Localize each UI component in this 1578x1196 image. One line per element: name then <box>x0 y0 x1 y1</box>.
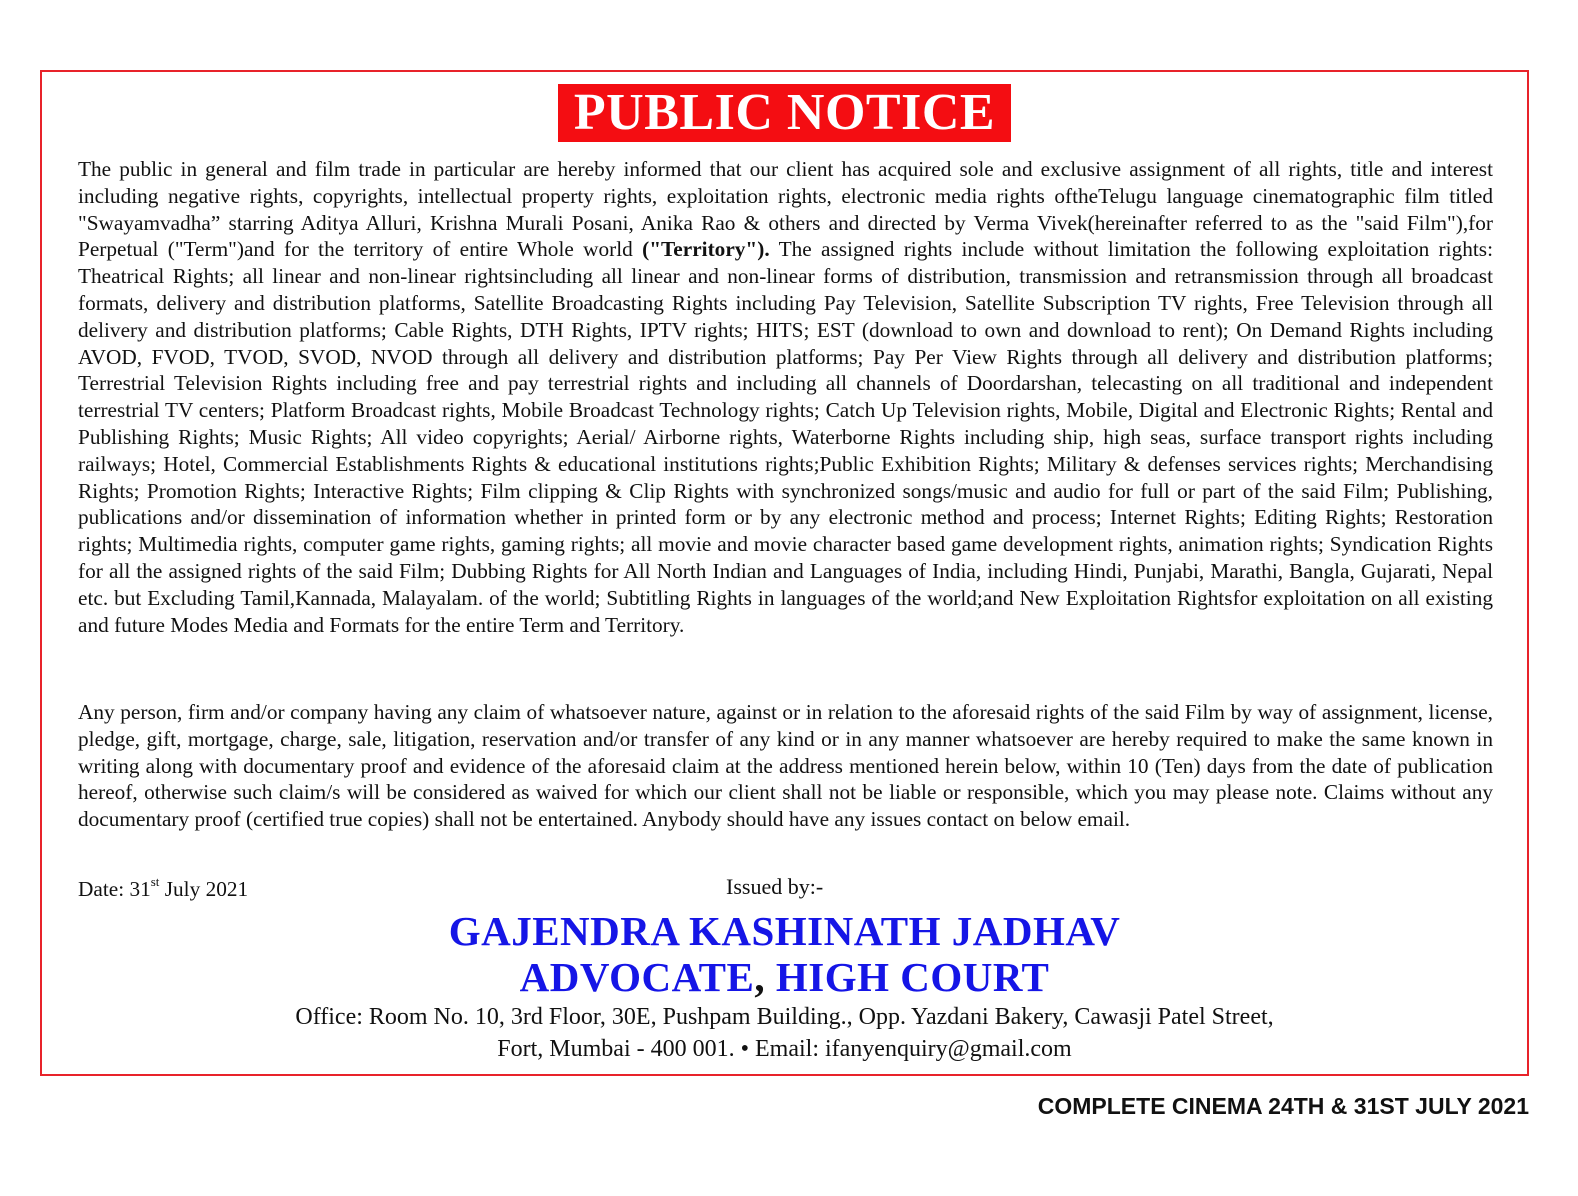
office-address: Office: Room No. 10, 3rd Floor, 30E, Pushpam Building., Opp. Yazdani Bakery, Cawasji Patel Street, <box>295 1004 1274 1030</box>
public-notice-box <box>40 70 1529 1076</box>
notice-title: PUBLIC NOTICE <box>558 84 1011 142</box>
territory-term: ("Territory"). <box>642 237 770 262</box>
publication-credit: COMPLETE CINEMA 24TH & 31ST JULY 2021 <box>1037 1093 1529 1119</box>
notice-date <box>78 873 249 902</box>
advocate-title <box>42 954 1527 1000</box>
issued-by-label: Issued by:- <box>726 874 824 899</box>
advocate-title-comma: , <box>754 954 766 1000</box>
advocate-title-a: ADVOCATE <box>519 954 755 1000</box>
title-wrap <box>42 84 1527 142</box>
paragraph-rights-part2: The assigned rights include without limitation the following exploitation rights: Theatrical Rights; all linear and non-linear rightsincluding all linear and non-linear forms of distribution, transmission and retransmission through all broadcast formats, delivery and distribution platforms, Satellite Broadcasting Rights including Pay Television, Satellite Subscription TV rights, Free Television through all delivery and distribution platforms; Cable Rights, DTH Rights, IPTV rights; HITS; EST (download to own and download to rent); On Demand Rights including AVOD, FVOD, TVOD, SVOD, NVOD through all delivery and distribution platforms; Pay Per View Rights through all delivery and distribution platforms; Terrestrial Television Rights including free and pay terrestrial rights and including all channels of Doordarshan, telecasting on all traditional and independent terrestrial TV centers; Platform Broadcast rights, Mobile Broadcast Technology rights; Catch Up Television rights, Mobile, Digital and Electronic Rights; Rental and Publishing Rights; Music Rights; All video copyrights; Aerial/ Airborne rights, Waterborne Rights including ship, high seas, surface transport rights including railways; Hotel, Commercial Establishments Rights & educational institutions rights;Public Exhibition Rights; Military & defenses services rights; Merchandising Rights; Promotion Rights; Interactive Rights; Film clipping & Clip Rights with synchronized songs/music and audio for full or part of the said Film; Publishing, publications and/or dissemination of information whether in printed form or by any electronic method and process; Internet Rights; Editing Rights; Restoration rights; Multimedia rights, computer game rights, gaming rights; all movie and movie character based game development rights, animation rights; Syndication Rights for all the assigned rights of the said Film; Dubbing Rights for All North Indian and Languages of India, including Hindi, Punjabi, Marathi, Bangla, Gujarati, Nepal etc. but Excluding Tamil,Kannada, Malayalam. of the world; Subtitling Rights in languages of the world;and New Exploitation Rightsfor exploitation on all existing and future Modes Media and Formats for the entire Term and Territory. <box>78 237 1493 637</box>
notice-paragraph-rights <box>78 156 1493 638</box>
date-label: Date: 31 <box>78 877 151 901</box>
advocate-title-b: HIGH COURT <box>765 954 1050 1000</box>
date-suffix: st <box>150 873 160 889</box>
contact-email-line: Fort, Mumbai - 400 001. • Email: ifanyenquiry@gmail.com <box>497 1036 1072 1062</box>
notice-paragraph-claims: Any person, firm and/or company having any claim of whatsoever nature, against or in relation to the aforesaid rights of the said Film by way of assignment, license, pledge, gift, mortgage, charge, sale, litigation, reservation and/or transfer of any kind or in any manner whatsoever are hereby required to make the same known in writing along with documentary proof and evidence of the aforesaid claim at the address mentioned herein below, within 10 (Ten) days from the date of publication hereof, otherwise such claim/s will be considered as waived for which our client shall not be liable or responsible, which you may please note. Claims without any documentary proof (certified true copies) shall not be entertained. Anybody should have any issues contact on below email. <box>78 700 1493 832</box>
paragraph-rights-part1: The public in general and film trade in particular are hereby informed that our client has acquired sole and exclusive assignment of all rights, title and interest including negative rights, copyrights, intellectual property rights, exploitation rights, electronic media rights oftheTelugu language cinematographic film titled "Swayamvadha” starring Aditya Alluri, Krishna Murali Posani, Anika Rao & others and directed by Verma Vivek(hereinafter referred to as the "said Film"),for Perpetual ("Term")and for the territory of entire Whole world <box>78 157 1493 262</box>
advocate-name: GAJENDRA KASHINATH JADHAV <box>448 908 1121 954</box>
date-rest: July 2021 <box>159 877 249 901</box>
